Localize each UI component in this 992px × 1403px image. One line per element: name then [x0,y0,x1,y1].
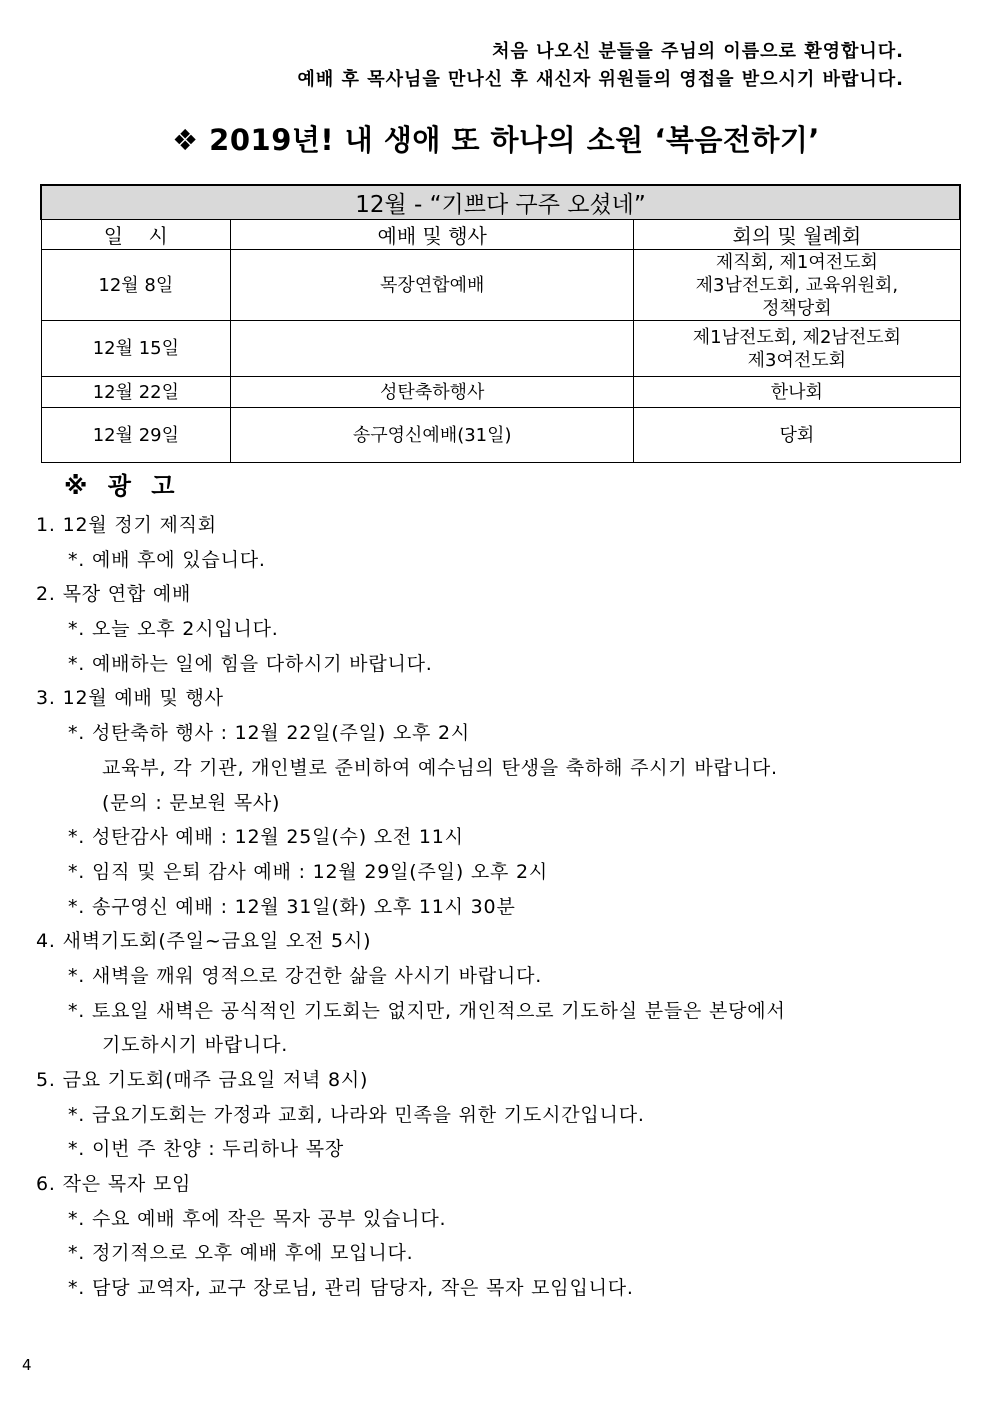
schedule-caption: 12월 - “기쁘다 구주 오셨네” [41,185,960,220]
row-date: 12월 22일 [41,377,231,408]
row-meeting [634,408,960,463]
row-date: 12월 29일 [41,408,231,463]
row-event [231,321,634,377]
meeting-line: 한나회 [770,381,823,403]
notice-line: *. 성탄감사 예배 : 12월 25일(수) 오전 11시 [68,826,464,849]
notice-line: *. 예배하는 일에 힘을 다하시기 바랍니다. [68,652,433,675]
notice-line: *. 예배 후에 있습니다. [68,548,266,571]
table-row [41,321,960,377]
welcome-line-2: 예배 후 목사님을 만나신 후 새신자 위원들의 영접을 받으시기 바랍니다. [297,69,904,90]
meeting-line: 정책당회 [762,297,832,319]
meeting-line: 제직회, 제1여전도회 [715,251,878,273]
schedule-caption-row [41,185,960,220]
notice-line: 교육부, 각 기관, 개인별로 준비하여 예수님의 탄생을 축하해 주시기 바랍니다. [102,756,778,779]
meeting-line: 제3남전도회, 교육위원회, [695,274,899,296]
row-event: 목장연합예배 [231,250,634,321]
meeting-line: 제3여전도회 [747,349,847,371]
row-date: 12월 15일 [41,321,231,377]
notice-title: 5. 금요 기도회(매주 금요일 저녁 8시) [36,1069,369,1091]
page-title: ❖ 2019년! 내 생애 또 하나의 소원 ‘복음전하기’ [172,123,820,157]
row-meeting [634,321,960,377]
notice-heading: ※ 광 고 [64,472,181,500]
notice-title: 6. 작은 목자 모임 [36,1173,192,1196]
schedule-header-row [41,220,960,250]
table-row [41,250,960,321]
notice-list [36,508,936,1306]
notice-line: 기도하시기 바랍니다. [102,1034,289,1057]
notice-line: *. 오늘 오후 2시입니다. [68,618,279,641]
welcome-message [298,38,905,94]
meeting-line: 당회 [779,424,815,446]
header-date: 일 시 [41,220,231,250]
row-date: 12월 8일 [41,250,231,321]
notice-line: *. 이번 주 찬양 : 두리하나 목장 [68,1138,345,1161]
notice-line: *. 금요기도회는 가정과 교회, 나라와 민족을 위한 기도시간입니다. [68,1103,645,1126]
page-number: 4 [22,1356,32,1374]
notice-line: *. 담당 교역자, 교구 장로님, 관리 담당자, 작은 목자 모임입니다. [68,1277,634,1300]
notice-line: *. 수요 예배 후에 작은 목자 공부 있습니다. [68,1207,447,1230]
schedule-table [40,184,961,463]
notice-line: (문의 : 문보원 목사) [102,791,281,814]
row-event: 성탄축하행사 [231,377,634,408]
notice-line: *. 송구영신 예배 : 12월 31일(화) 오후 11시 30분 [68,895,516,918]
row-meeting [634,250,960,321]
row-event: 송구영신예배(31일) [231,408,634,463]
notice-title: 3. 12월 예배 및 행사 [36,687,224,710]
row-meeting [634,377,960,408]
notice-line: *. 토요일 새벽은 공식적인 기도회는 없지만, 개인적으로 기도하실 분들은 본당에서 [68,999,786,1022]
meeting-line: 제1남전도회, 제2남전도회 [692,326,901,348]
header-event: 예배 및 행사 [231,220,634,250]
header-meeting: 회의 및 월례회 [634,220,960,250]
welcome-line-1: 처음 나오신 분들을 주님의 이름으로 환영합니다. [492,41,904,62]
notice-line: *. 임직 및 은퇴 감사 예배 : 12월 29일(주일) 오후 2시 [68,860,549,883]
table-row [41,377,960,408]
notice-line: *. 새벽을 깨워 영적으로 강건한 삶을 사시기 바랍니다. [68,964,543,987]
notice-title: 4. 새벽기도회(주일~금요일 오전 5시) [36,930,372,953]
notice-line: *. 성탄축하 행사 : 12월 22일(주일) 오후 2시 [68,722,471,745]
notice-title: 2. 목장 연합 예배 [36,583,192,606]
notice-title: 1. 12월 정기 제직회 [36,514,217,536]
table-row [41,408,960,463]
notice-line: *. 정기적으로 오후 예배 후에 모입니다. [68,1242,414,1265]
